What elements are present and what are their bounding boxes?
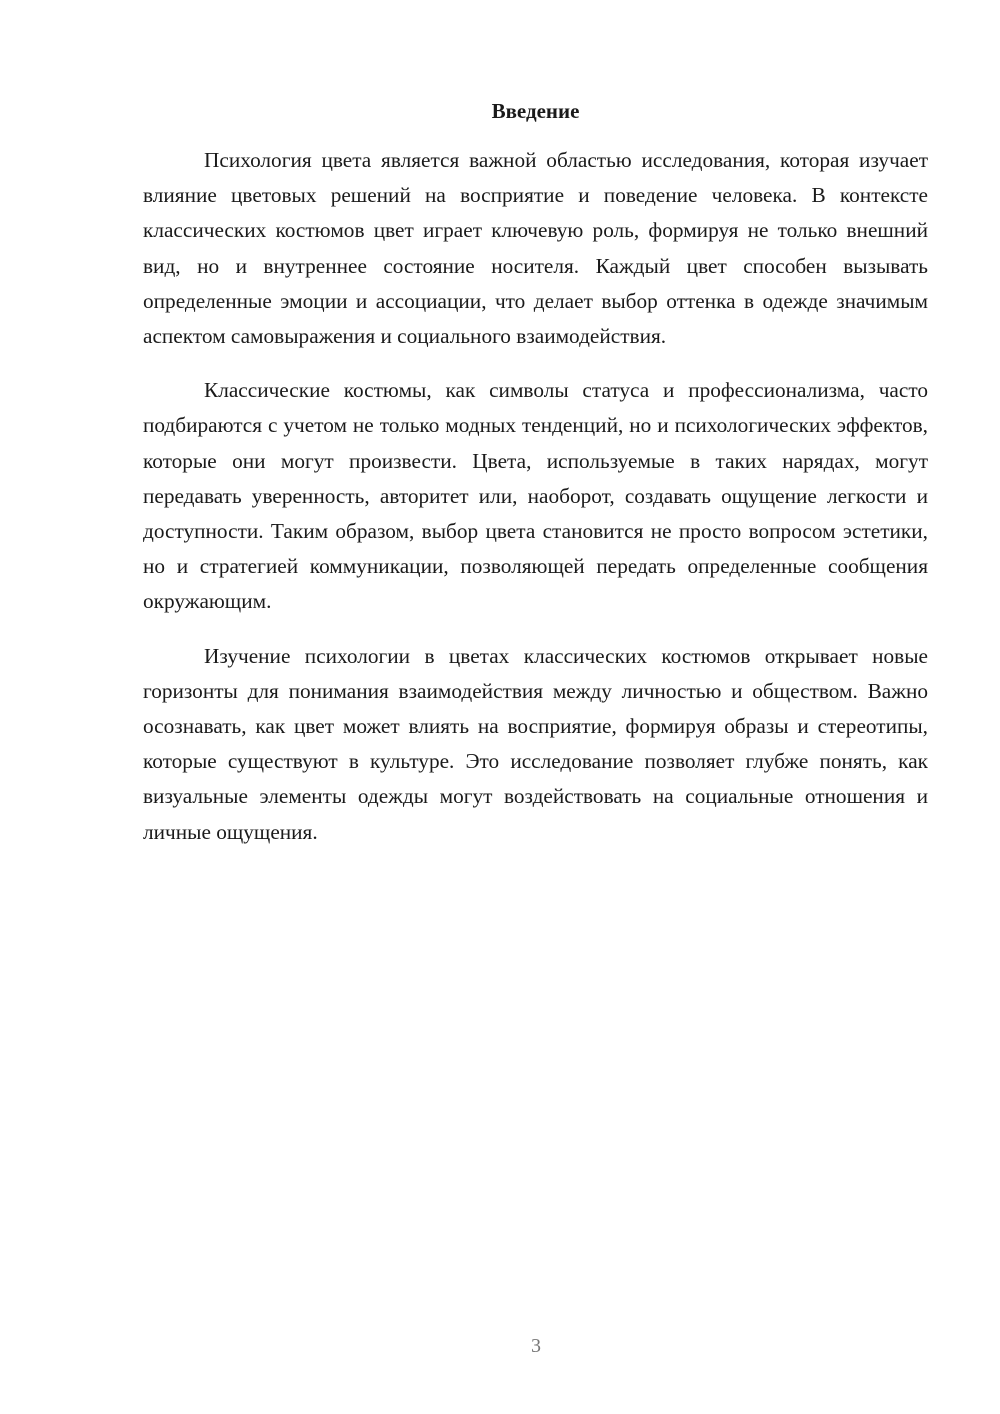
section-heading: Введение bbox=[491, 99, 580, 123]
paragraph-1: Психология цвета является важной областью исследования, которая изучает влияние цветовых решений на восприятие и поведение человека. В контексте классических костюмов цвет играет ключевую роль, формируя не только внешний вид, но и внутреннее состояние носителя. Каждый цвет способен вызывать определенные эмоции и ассоциации, что делает выбор оттенка в одежде значимым аспектом самовыражения и социального взаимодействия. bbox=[143, 148, 928, 349]
paragraph-2: Классические костюмы, как символы статуса и профессионализма, часто подбираются с учетом не только модных тенденций, но и психологических эффектов, которые они могут произвести. Цвета, используемые в таких нарядах, могут передавать уверенность, авторитет или, наоборот, создавать ощущение легкости и доступности. Таким образом, выбор цвета становится не просто вопросом эстетики, но и стратегией коммуникации, позволяющей передать определенные сообщения окружающим. bbox=[143, 378, 928, 614]
paragraph-3: Изучение психологии в цветах классических костюмов открывает новые горизонты для понимания взаимодействия между личностью и обществом. Важно осознавать, как цвет может влиять на восприятие, формируя образы и стереотипы, которые существуют в культуре. Это исследование позволяет глубже понять, как визуальные элементы одежды могут воздействовать на социальные отношения и личные ощущения. bbox=[143, 643, 928, 844]
body-text bbox=[143, 143, 928, 869]
page-number: 3 bbox=[531, 1335, 541, 1357]
